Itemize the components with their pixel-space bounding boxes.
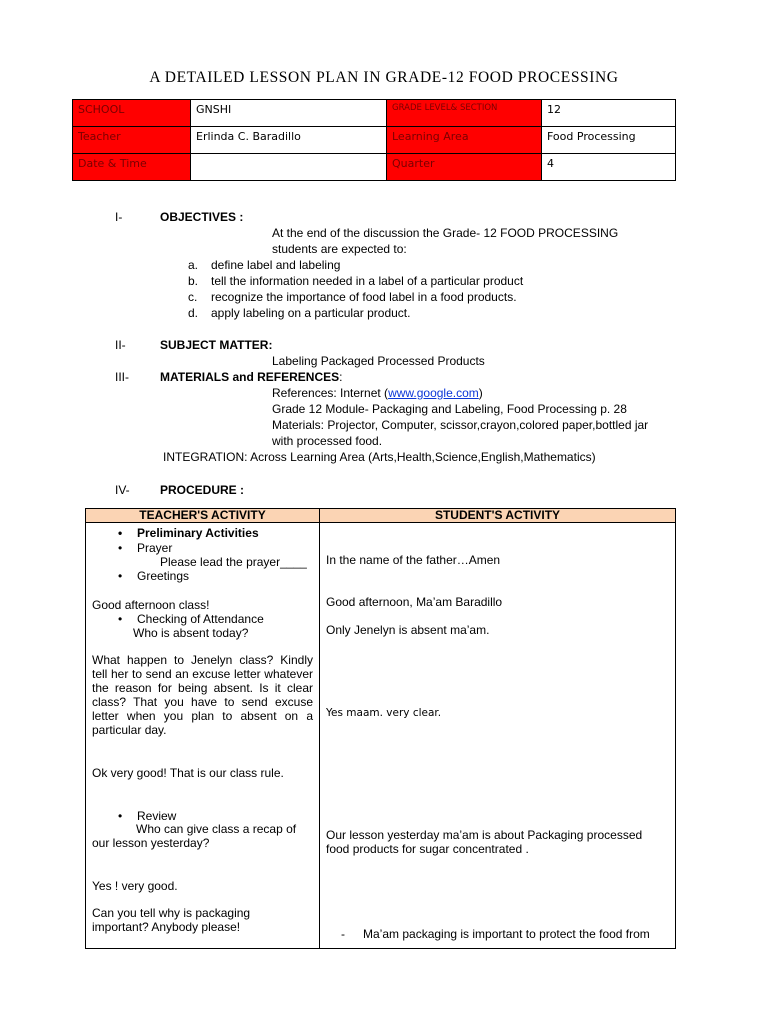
google-link[interactable]: www.google.com	[388, 386, 479, 400]
grade-value: 12	[542, 100, 676, 127]
teacher-activity-header: TEACHER'S ACTIVITY	[139, 508, 266, 522]
objective-letter: d.	[188, 306, 199, 320]
materials-colon: :	[339, 370, 343, 384]
materials-heading-line	[160, 369, 342, 385]
procedure-heading: PROCEDURE :	[160, 483, 245, 497]
module-text: Grade 12 Module- Packaging and Labeling, Food Processing p. 28	[272, 402, 627, 416]
student-absent-answer: Only Jenelyn is absent ma’am.	[326, 623, 490, 637]
subject-text: Labeling Packaged Processed Products	[272, 354, 485, 368]
references-prefix: References: Internet (	[272, 386, 389, 400]
objectives-intro-1: At the end of the discussion the Grade- 12 FOOD PROCESSING	[272, 226, 619, 240]
student-activity-header: STUDENT'S ACTIVITY	[434, 508, 561, 522]
objective-letter: c.	[188, 290, 198, 304]
student-clear-answer: Yes maam. very clear.	[326, 707, 442, 719]
materials-heading: MATERIALS and REFERENCES	[160, 370, 340, 384]
student-packaging-answer: Ma’am packaging is important to protect the food from	[363, 927, 650, 941]
references-suffix: )	[478, 386, 483, 400]
teacher-value: Erlinda C. Baradillo	[191, 127, 387, 154]
quarter-value: 4	[542, 154, 676, 181]
student-dash: -	[341, 927, 345, 941]
subject-number: II-	[115, 338, 126, 352]
student-good-afternoon: Good afternoon, Ma’am Baradillo	[326, 595, 503, 609]
materials-number: III-	[115, 370, 129, 384]
procedure-table	[85, 508, 676, 949]
grade-label: GRADE LEVEL& SECTION	[387, 100, 542, 127]
info-table	[72, 99, 676, 181]
objective-item: apply labeling on a particular product.	[211, 306, 411, 320]
date-label: Date & Time	[73, 154, 191, 181]
objective-letter: a.	[188, 258, 199, 272]
area-value: Food Processing	[542, 127, 676, 154]
teacher-label: Teacher	[73, 127, 191, 154]
prayer-item: • Prayer	[137, 540, 172, 556]
procedure-number: IV-	[115, 483, 130, 497]
class-rule-text: Ok very good! That is our class rule.	[92, 766, 284, 780]
preliminary-activities: • Preliminary Activities	[137, 525, 259, 541]
integration-text: INTEGRATION: Across Learning Area (Arts,Health,Science,English,Mathematics)	[163, 450, 596, 464]
yes-very-good: Yes ! very good.	[92, 879, 178, 893]
references-line	[272, 385, 483, 401]
materials-text-2: with processed food.	[272, 434, 383, 448]
objectives-intro-2: students are expected to:	[272, 242, 407, 256]
page-title: A DETAILED LESSON PLAN IN GRADE-12 FOOD PROCESSING	[149, 69, 619, 86]
subject-heading: SUBJECT MATTER:	[160, 338, 273, 352]
area-label: Learning Area	[387, 127, 542, 154]
review-item: • Review	[137, 808, 176, 824]
absence-paragraph: What happen to Jenelyn class? Kindly tell her to send an excuse letter whatever the reason for being absent. Is it clear class? That you have to send excuse letter when you plan to absent on a particular day.	[92, 653, 313, 737]
objective-letter: b.	[188, 274, 199, 288]
objectives-heading: OBJECTIVES :	[160, 210, 244, 224]
attendance-item: • Checking of Attendance	[137, 611, 264, 627]
teacher-good-afternoon: Good afternoon class!	[92, 598, 210, 612]
quarter-label: Quarter	[387, 154, 542, 181]
prayer-line: Please lead the prayer____	[160, 555, 307, 569]
date-value	[191, 154, 387, 181]
absent-question: Who is absent today?	[133, 626, 249, 640]
greetings-item: • Greetings	[137, 568, 189, 584]
recap-question: Who can give class a recap of our lesson yesterday?	[92, 822, 297, 850]
objectives-number: I-	[115, 210, 123, 224]
packaging-question: Can you tell why is packaging important? Anybody please!	[92, 906, 251, 934]
objective-item: tell the information needed in a label of a particular product	[211, 274, 524, 288]
school-label: SCHOOL	[73, 100, 191, 127]
school-value: GNSHI	[191, 100, 387, 127]
objective-item: recognize the importance of food label in a food products.	[211, 290, 517, 304]
column-divider	[319, 509, 320, 948]
materials-text-1: Materials: Projector, Computer, scissor,crayon,colored paper,bottled jar	[272, 418, 649, 432]
student-amen: In the name of the father…Amen	[326, 553, 501, 567]
student-lesson-answer: Our lesson yesterday ma’am is about Packaging processed food products for sugar concentrated .	[326, 828, 643, 856]
objective-item: define label and labeling	[211, 258, 341, 272]
